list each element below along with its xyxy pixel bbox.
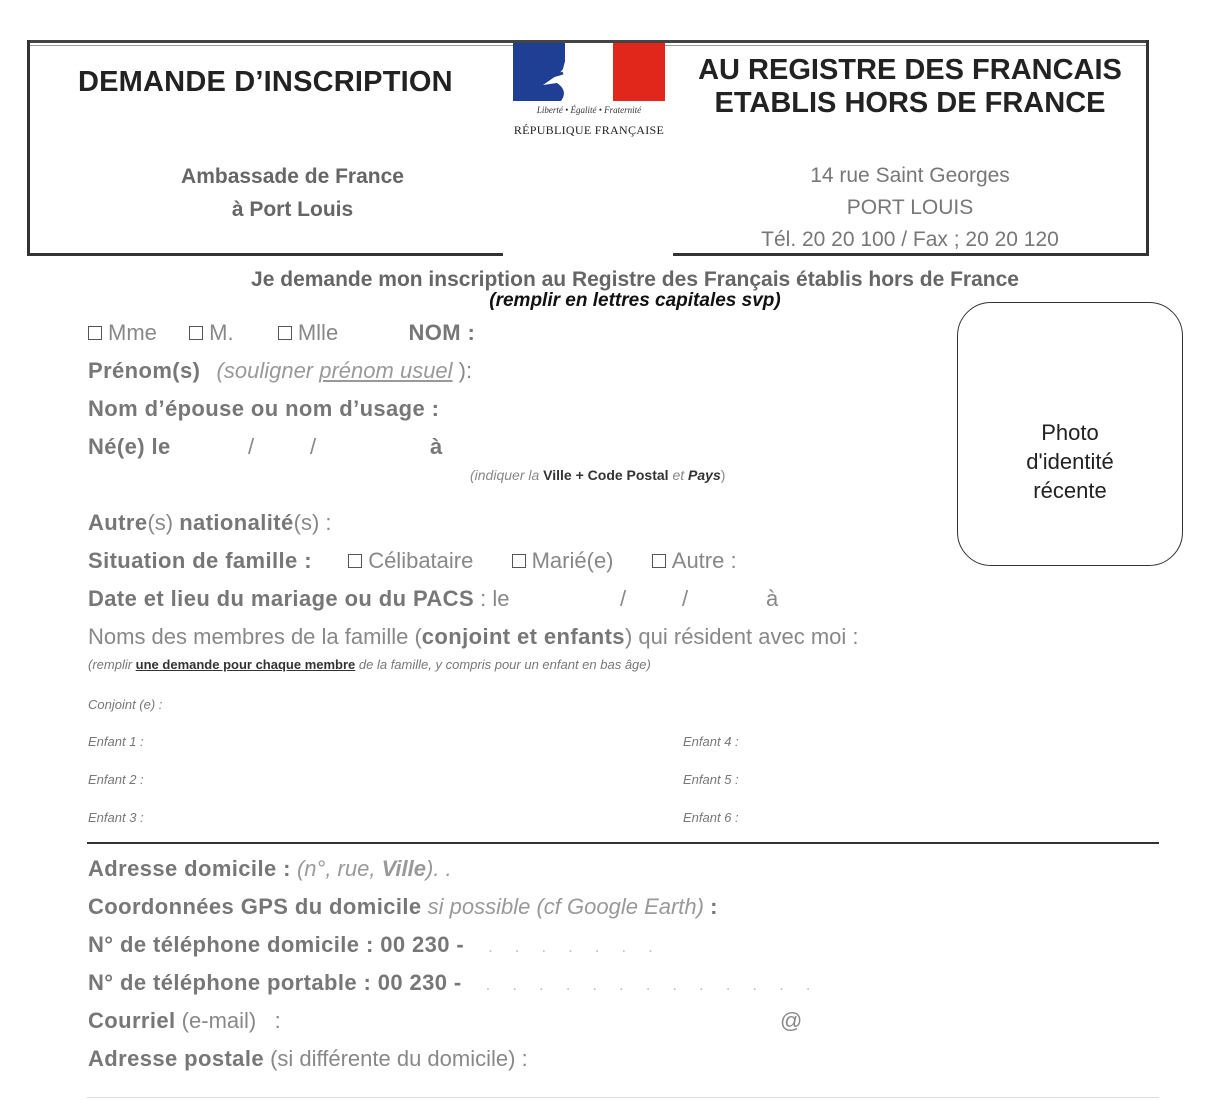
courriel-hint: (e-mail) : <box>175 1008 281 1033</box>
tel-domicile-label: N° de téléphone domicile : 00 230 - <box>88 932 465 957</box>
membres-hint <box>88 657 651 672</box>
situation-row <box>88 548 737 574</box>
situation-autre[interactable]: Autre : <box>652 548 737 573</box>
membres-row <box>88 624 859 650</box>
membres-b: conjoint et enfants <box>421 624 625 649</box>
membres-c: ) qui résident avec moi : <box>624 624 859 649</box>
header-border-right <box>1146 40 1149 256</box>
nationalite-b: (s) <box>147 510 180 535</box>
postale-label: Adresse postale <box>88 1046 264 1071</box>
gps-row <box>88 894 718 920</box>
embassy-line2: à Port Louis <box>231 198 354 221</box>
address-line2: PORT LOUIS <box>846 196 974 219</box>
membres-hint-a: (remplir <box>88 657 136 672</box>
checkbox[interactable] <box>189 326 203 340</box>
logo-republic: RÉPUBLIQUE FRANÇAISE <box>513 123 665 137</box>
birth-hint-e: ) <box>720 467 726 483</box>
enfant-6-label: Enfant 6 : <box>683 810 739 825</box>
marianne-flag-icon <box>513 43 665 103</box>
checkbox[interactable] <box>512 554 526 568</box>
date-sep: / <box>310 434 317 459</box>
courriel-label: Courriel <box>88 1008 176 1033</box>
nationalite-c: nationalité <box>179 510 294 535</box>
title-right-line1: AU REGISTRE DES FRANCAIS <box>698 54 1122 86</box>
postale-hint: (si différente du domicile) : <box>263 1046 528 1071</box>
checkbox[interactable] <box>88 326 102 340</box>
membres-hint-b: une demande pour chaque membre <box>135 657 356 672</box>
gps-label: Coordonnées GPS du domicile <box>88 894 422 919</box>
tel-portable-dots: . . . . . . . . . . . . . <box>485 977 811 994</box>
a-label: à <box>766 586 779 611</box>
birth-hint-d: Pays <box>688 467 721 483</box>
prenom-label: Prénom(s) <box>88 358 201 383</box>
adresse-hint-c: ). . <box>426 856 452 881</box>
mariage-label: Date et lieu du mariage ou du PACS <box>88 586 475 611</box>
ne-label: Né(e) le <box>88 434 171 459</box>
request-statement: Je demande mon inscription au Registre des Français établis hors de France <box>251 268 1019 291</box>
membres-a: Noms des membres de la famille ( <box>88 624 422 649</box>
gps-colon: : <box>710 894 718 919</box>
date-sep: / <box>682 586 689 611</box>
civility-m[interactable]: M. <box>189 320 233 345</box>
nationalite-row <box>88 510 332 536</box>
birth-hint-a: (indiquer la <box>470 467 540 483</box>
embassy-line1: Ambassade de France <box>181 165 404 188</box>
republique-francaise-logo <box>510 43 668 143</box>
photo-placeholder[interactable] <box>957 302 1183 566</box>
enfant-1-label: Enfant 1 : <box>88 734 144 749</box>
date-sep: / <box>620 586 627 611</box>
enfant-5-label: Enfant 5 : <box>683 772 739 787</box>
form-title: DEMANDE D’INSCRIPTION <box>78 66 453 98</box>
photo-line1: Photo <box>1041 420 1099 445</box>
photo-line3: récente <box>1033 478 1107 503</box>
birth-hint-c: et <box>672 467 685 483</box>
mariage-rest: : le <box>480 586 510 611</box>
address-line3: Tél. 20 20 100 / Fax ; 20 20 120 <box>761 228 1059 251</box>
birth-hint-b: Ville + Code Postal <box>543 467 669 483</box>
fill-instruction: (remplir en lettres capitales svp) <box>489 290 781 311</box>
mariage-row <box>88 586 779 612</box>
courriel-row <box>88 1008 803 1034</box>
address-line1: 14 rue Saint Georges <box>810 164 1010 187</box>
embassy-address <box>700 160 1120 256</box>
prenom-hint: (souligner <box>216 358 320 383</box>
prenom-usuel: prénom usuel <box>319 358 453 383</box>
checkbox[interactable] <box>348 554 362 568</box>
photo-line2: d'identité <box>1026 449 1114 474</box>
birth-row <box>88 434 443 460</box>
civility-mlle[interactable]: Mlle <box>278 320 338 345</box>
membres-hint-c: de la famille, y compris pour un enfant en bas âge) <box>355 657 651 672</box>
header-border-left <box>27 40 30 256</box>
epouse-row <box>88 396 439 422</box>
adresse-hint-a: (n°, rue, <box>296 856 382 881</box>
date-sep: / <box>248 434 255 459</box>
enfant-3-label: Enfant 3 : <box>88 810 144 825</box>
tel-portable-row <box>88 970 810 996</box>
situation-celibataire[interactable]: Célibataire <box>348 548 473 573</box>
enfant-4-label: Enfant 4 : <box>683 734 739 749</box>
nationalite-a: Autre <box>88 510 148 535</box>
adresse-row <box>88 856 452 882</box>
tel-domicile-row <box>88 932 653 958</box>
nom-label: NOM : <box>408 320 476 345</box>
embassy-name <box>120 160 465 226</box>
photo-caption <box>958 418 1182 505</box>
header-border-bottom-left <box>27 253 503 256</box>
adresse-label: Adresse domicile : <box>88 856 291 881</box>
enfant-2-label: Enfant 2 : <box>88 772 144 787</box>
postale-row <box>88 1046 528 1072</box>
at-sign: @ <box>780 1008 803 1033</box>
civility-mme[interactable]: Mme <box>88 320 157 345</box>
checkbox[interactable] <box>652 554 666 568</box>
civility-row <box>88 320 475 346</box>
gps-hint: si possible (cf Google Earth) <box>427 894 704 919</box>
tel-portable-label: N° de téléphone portable : 00 230 - <box>88 970 462 995</box>
section-divider <box>87 842 1159 844</box>
checkbox[interactable] <box>278 326 292 340</box>
title-right-line2: ETABLIS HORS DE FRANCE <box>714 87 1106 119</box>
bottom-divider <box>87 1097 1159 1098</box>
prenom-hint-end: ): <box>452 358 473 383</box>
epouse-label: Nom d’épouse ou nom d’usage : <box>88 396 440 421</box>
situation-label: Situation de famille : <box>88 548 312 573</box>
a-label: à <box>430 434 443 459</box>
logo-motto: Liberté • Égalité • Fraternité <box>536 105 642 115</box>
conjoint-label: Conjoint (e) : <box>88 697 163 712</box>
nationalite-d: (s) : <box>293 510 332 535</box>
birth-hint <box>470 467 725 483</box>
prenom-row <box>88 358 472 384</box>
tel-domicile-dots: . . . . . . . <box>488 939 653 956</box>
form-title-right <box>680 54 1140 120</box>
adresse-hint-b: Ville <box>381 856 426 881</box>
situation-marie[interactable]: Marié(e) <box>512 548 614 573</box>
